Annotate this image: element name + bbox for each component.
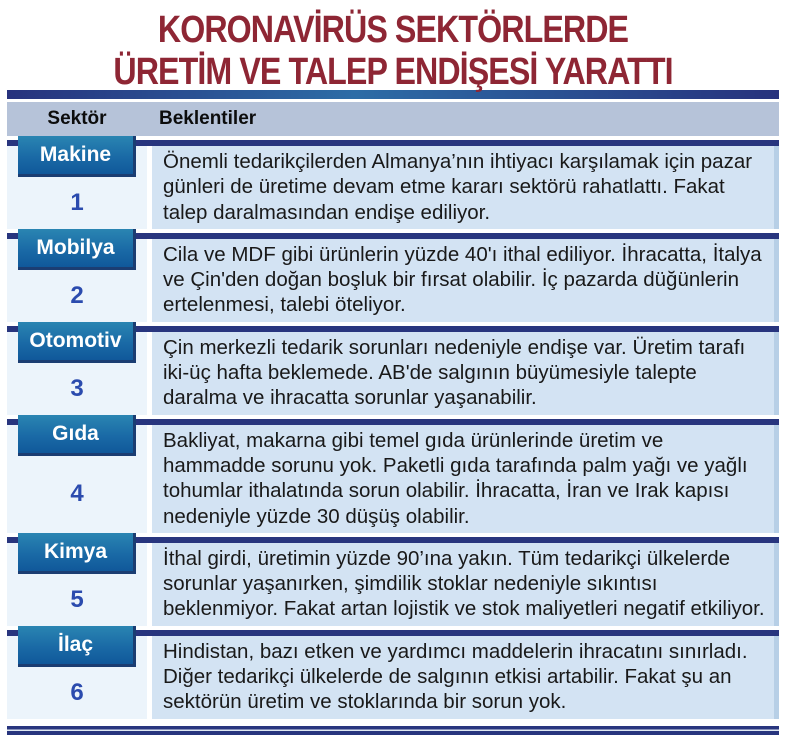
- sector-label: Kimya: [18, 533, 136, 574]
- table-row: [7, 630, 779, 719]
- row-number: 3: [70, 374, 84, 402]
- table-row: [7, 233, 779, 322]
- sector-label: Otomotiv: [18, 322, 136, 363]
- footer-navy-bar: [7, 726, 779, 735]
- expectation-text: Bakliyat, makarna gibi temel gıda ürünlerinde üretim ve hammadde sorunu yok. Paketli gıda tarafında palm yağı ve yağlı tohumlar ithalatında sorun olabilir. İhracatta, İran ve Irak kapısı nedeniyle yüzde 30 düşüş olabilir.: [163, 428, 748, 528]
- row-number: 5: [70, 585, 84, 613]
- column-header-sector: Sektör: [47, 108, 107, 129]
- expectation-cell: [152, 239, 779, 322]
- expectation-text: Önemli tedarikçilerden Almanya’nın ihtiyacı karşılamak için pazar günleri de üretime devam etme kararı sektörü rahatlattı. Fakat talep daralmasından endişe ediliyor.: [163, 150, 753, 224]
- column-header-expectations: Beklentiler: [159, 108, 257, 129]
- row-number: 2: [70, 281, 84, 309]
- expectation-cell: [152, 543, 779, 626]
- sector-label: İlaç: [18, 626, 136, 667]
- sector-cell: [7, 632, 147, 719]
- page-title: [31, 0, 754, 95]
- sector-cell: [7, 143, 147, 229]
- sector-cell: [7, 328, 147, 415]
- sector-label: Makine: [18, 136, 136, 177]
- table-row: [7, 419, 779, 533]
- sector-cell: [7, 539, 147, 626]
- expectation-text: İthal girdi, üretimin yüzde 90’ına yakın. Tüm tedarikçi ülkelerde sorunlar yaşanırken, şimdilik stoklar nedeniyle sıkıntısı beklenmiyor. Fakat artan lojistik ve stok maliyetleri negatif etkiliyor.: [163, 546, 765, 621]
- row-number: 1: [70, 188, 84, 216]
- table-row: [7, 537, 779, 626]
- sector-label: Mobilya: [18, 229, 136, 270]
- row-number: 6: [70, 678, 84, 706]
- table-row: [7, 326, 779, 415]
- expectation-text: Cila ve MDF gibi ürünlerin yüzde 40'ı ithal ediliyor. İhracatta, İtalya ve Çin'den doğan boşluk bir fırsat olabilir. İç pazarda düğünlerin ertelenmesi, talebi öteliyor.: [163, 242, 762, 317]
- page-title-line1: KORONAVİRÜS SEKTÖRLERDE: [157, 8, 629, 51]
- expectation-text: Çin merkezli tedarik sorunları nedeniyle endişe var. Üretim tarafı iki-üç hafta beklemede. AB'de salgının büyümesiyle talepte daralma ve ihracatta sorunlar yaşanabilir.: [163, 335, 746, 410]
- row-number: 4: [70, 480, 84, 508]
- expectation-cell: [152, 636, 779, 719]
- sector-table: [0, 90, 786, 719]
- expectation-cell: [152, 146, 779, 229]
- sector-cell: [7, 421, 147, 533]
- sector-cell: [7, 235, 147, 322]
- table-footer: [0, 726, 786, 735]
- sector-label: Gıda: [18, 415, 136, 456]
- expectation-cell: [152, 332, 779, 415]
- page-title-line2: ÜRETİM VE TALEP ENDİŞESİ YARATTI: [113, 50, 673, 93]
- table-header-row: [7, 102, 779, 136]
- table-row: [7, 140, 779, 229]
- expectation-text: Hindistan, bazı etken ve yardımcı maddelerin ihracatını sınırladı. Diğer tedarikçi ülkelerde de salgının etkisi artabilir. Fakat şu an sektörün üretim ve stoklarında bir sorun yok.: [163, 639, 748, 714]
- expectation-cell: [152, 425, 779, 533]
